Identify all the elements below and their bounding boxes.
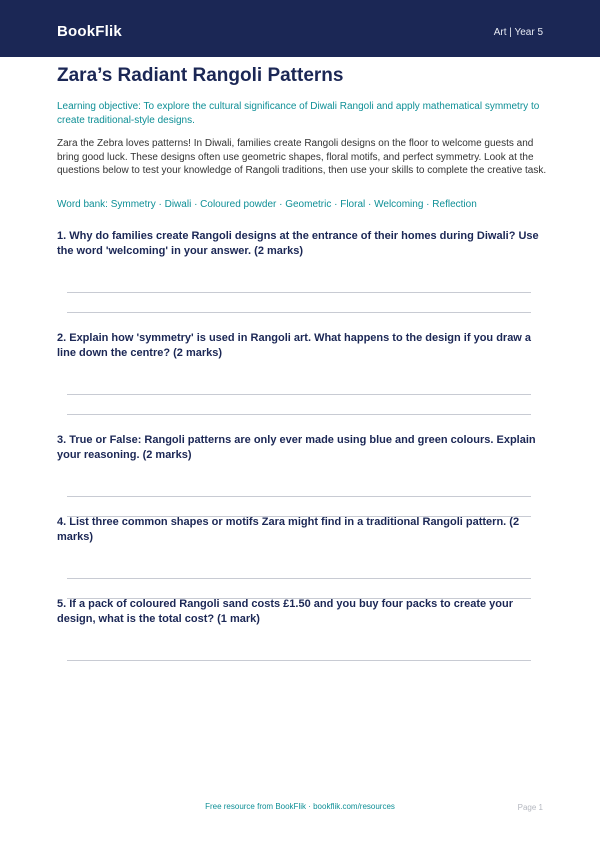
brand-logo-text: BookFlik xyxy=(57,23,122,40)
question-2: 2. Explain how 'symmetry' is used in Rangoli art. What happens to the design if you draw a line down the centre? (2 marks) xyxy=(57,332,532,359)
answer-line[interactable] xyxy=(67,292,531,293)
question-4: 4. List three common shapes or motifs Zara might find in a traditional Rangoli pattern. (2 marks) xyxy=(57,516,520,543)
question-1: 1. Why do families create Rangoli designs at the entrance of their homes during Diwali? Use the word 'welcoming' in your answer. (2 marks) xyxy=(57,230,539,257)
answer-line[interactable] xyxy=(67,496,531,497)
answer-line[interactable] xyxy=(67,414,531,415)
subject-year-label: Art | Year 5 xyxy=(493,27,543,38)
page-header xyxy=(0,0,600,57)
answer-line[interactable] xyxy=(67,394,531,395)
question-5: 5. If a pack of coloured Rangoli sand costs £1.50 and you buy four packs to create your design, what is the total cost? (1 mark) xyxy=(57,598,514,625)
footer-source: Free resource from BookFlik · bookflik.com/resources xyxy=(205,802,395,811)
learning-objective: Learning objective: To explore the cultural significance of Diwali Rangoli and apply mathematical symmetry to create traditional-style designs. xyxy=(57,101,540,126)
answer-line[interactable] xyxy=(67,578,531,579)
word-bank: Word bank: Symmetry · Diwali · Coloured powder · Geometric · Floral · Welcoming · Reflection xyxy=(57,199,477,210)
answer-line[interactable] xyxy=(67,312,531,313)
question-3: 3. True or False: Rangoli patterns are only ever made using blue and green colours. Explain your reasoning. (2 marks) xyxy=(57,434,536,461)
intro-paragraph: Zara the Zebra loves patterns! In Diwali, families create Rangoli designs on the floor to welcome guests and bring good luck. These designs often use geometric shapes, floral motifs, and perfect symmetry. Look at the questions below to test your knowledge of Rangoli traditions, then use your skills to complete the creative task. xyxy=(57,138,547,176)
answer-line[interactable] xyxy=(67,660,531,661)
worksheet-title: Zara’s Radiant Rangoli Patterns xyxy=(57,65,344,86)
page-number: Page 1 xyxy=(517,803,543,812)
